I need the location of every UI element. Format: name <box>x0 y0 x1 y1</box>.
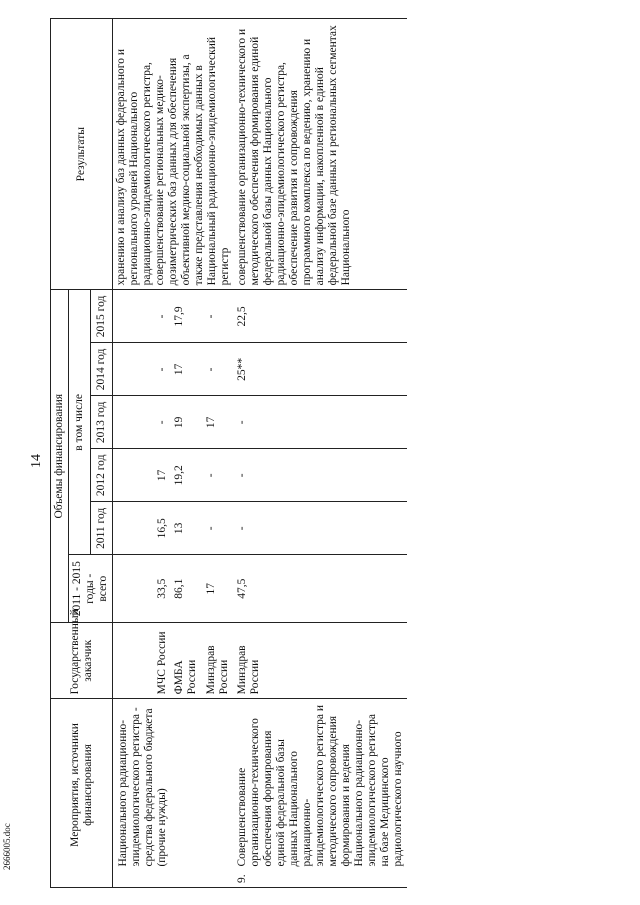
funding-table <box>50 18 407 888</box>
year-cell: - <box>234 502 407 555</box>
table-row <box>234 19 407 888</box>
measure-cell <box>203 699 234 871</box>
year-cell: 17 <box>171 343 202 396</box>
year-cell: - <box>113 290 172 343</box>
year-cell: - <box>203 502 234 555</box>
year-cell: - <box>113 343 172 396</box>
results-cell: совершенствование организационно-технического и методического обеспечения формирования единой федеральной базы данных Национального радиационно-эпидемиологического регистра, обеспечение развития и сопровождения программного комплекса по ведению, хранению и анализу информации, накопленной в единой федеральной базе данных и региональных сегментах Национального <box>234 19 407 290</box>
results-header: Результаты <box>51 19 113 290</box>
customer-cell: МЧС России <box>113 623 172 699</box>
row-index <box>203 871 234 888</box>
year-cell: 19 <box>171 396 202 449</box>
funding-header: Объемы финансирования <box>51 290 69 623</box>
year-cell: - <box>234 396 407 449</box>
year-cell: - <box>203 343 234 396</box>
page-number: 14 <box>29 454 44 468</box>
year-cell: 13 <box>171 502 202 555</box>
measure-cell <box>171 699 202 871</box>
year-header: 2013 год <box>91 396 113 449</box>
rotated-table-sheet <box>50 18 610 888</box>
total-cell: 47,5 <box>234 555 407 623</box>
row-index <box>113 871 172 888</box>
customer-cell: ФМБА России <box>171 623 202 699</box>
row-index <box>171 871 202 888</box>
table-row <box>113 19 172 888</box>
customer-cell: Минздрав России <box>203 623 234 699</box>
row-index: 9. <box>234 871 407 888</box>
year-cell: - <box>234 449 407 502</box>
customer-header: Государственный заказчик <box>51 623 113 699</box>
year-cell: 17 <box>203 396 234 449</box>
year-cell: - <box>203 449 234 502</box>
total-cell: 33,5 <box>113 555 172 623</box>
year-cell: 17 <box>113 449 172 502</box>
year-cell: 16,5 <box>113 502 172 555</box>
total-cell: 17 <box>203 555 234 623</box>
year-header: 2015 год <box>91 290 113 343</box>
year-cell: - <box>113 396 172 449</box>
results-cell: хранению и анализу баз данных федерального и регионального уровней Национального радиационно-эпидемиологического регистра, совершенствование региональных медико-дозиметрических баз данных для обеспечения объективной медико-социальной экспертизы, а также представления необходимых данных в Национальный радиационно-эпидемиологический регистр <box>113 19 235 290</box>
year-cell: - <box>203 290 234 343</box>
measure-cell: Совершенствование организационно-технического обеспечения формирования единой федеральной базы данных Национального радиационно-эпидемиологического регистра и методического сопровождения формирования и ведения Национального радиационно-эпидемиологического регистра на базе Медицинского радиологического научного <box>234 699 407 871</box>
year-cell: 22,5 <box>234 290 407 343</box>
year-cell: 17,9 <box>171 290 202 343</box>
year-header: 2011 год <box>91 502 113 555</box>
document-reference: 2666005.doc <box>2 823 12 870</box>
customer-cell: Минздрав России <box>234 623 407 699</box>
total-cell: 86,1 <box>171 555 202 623</box>
year-header: 2012 год <box>91 449 113 502</box>
total-header: 2011 - 2015 годы - всего <box>69 555 113 623</box>
year-cell: 19,2 <box>171 449 202 502</box>
year-header: 2014 год <box>91 343 113 396</box>
measure-cell: Национального радиационно-эпидемиологического регистра - средства федерального бюджета (прочие нужды) <box>113 699 172 871</box>
year-cell: 25** <box>234 343 407 396</box>
index-header <box>51 871 113 888</box>
measures-header: Мероприятия, источники финансирования <box>51 699 113 871</box>
including-header: в том числе <box>69 290 91 555</box>
